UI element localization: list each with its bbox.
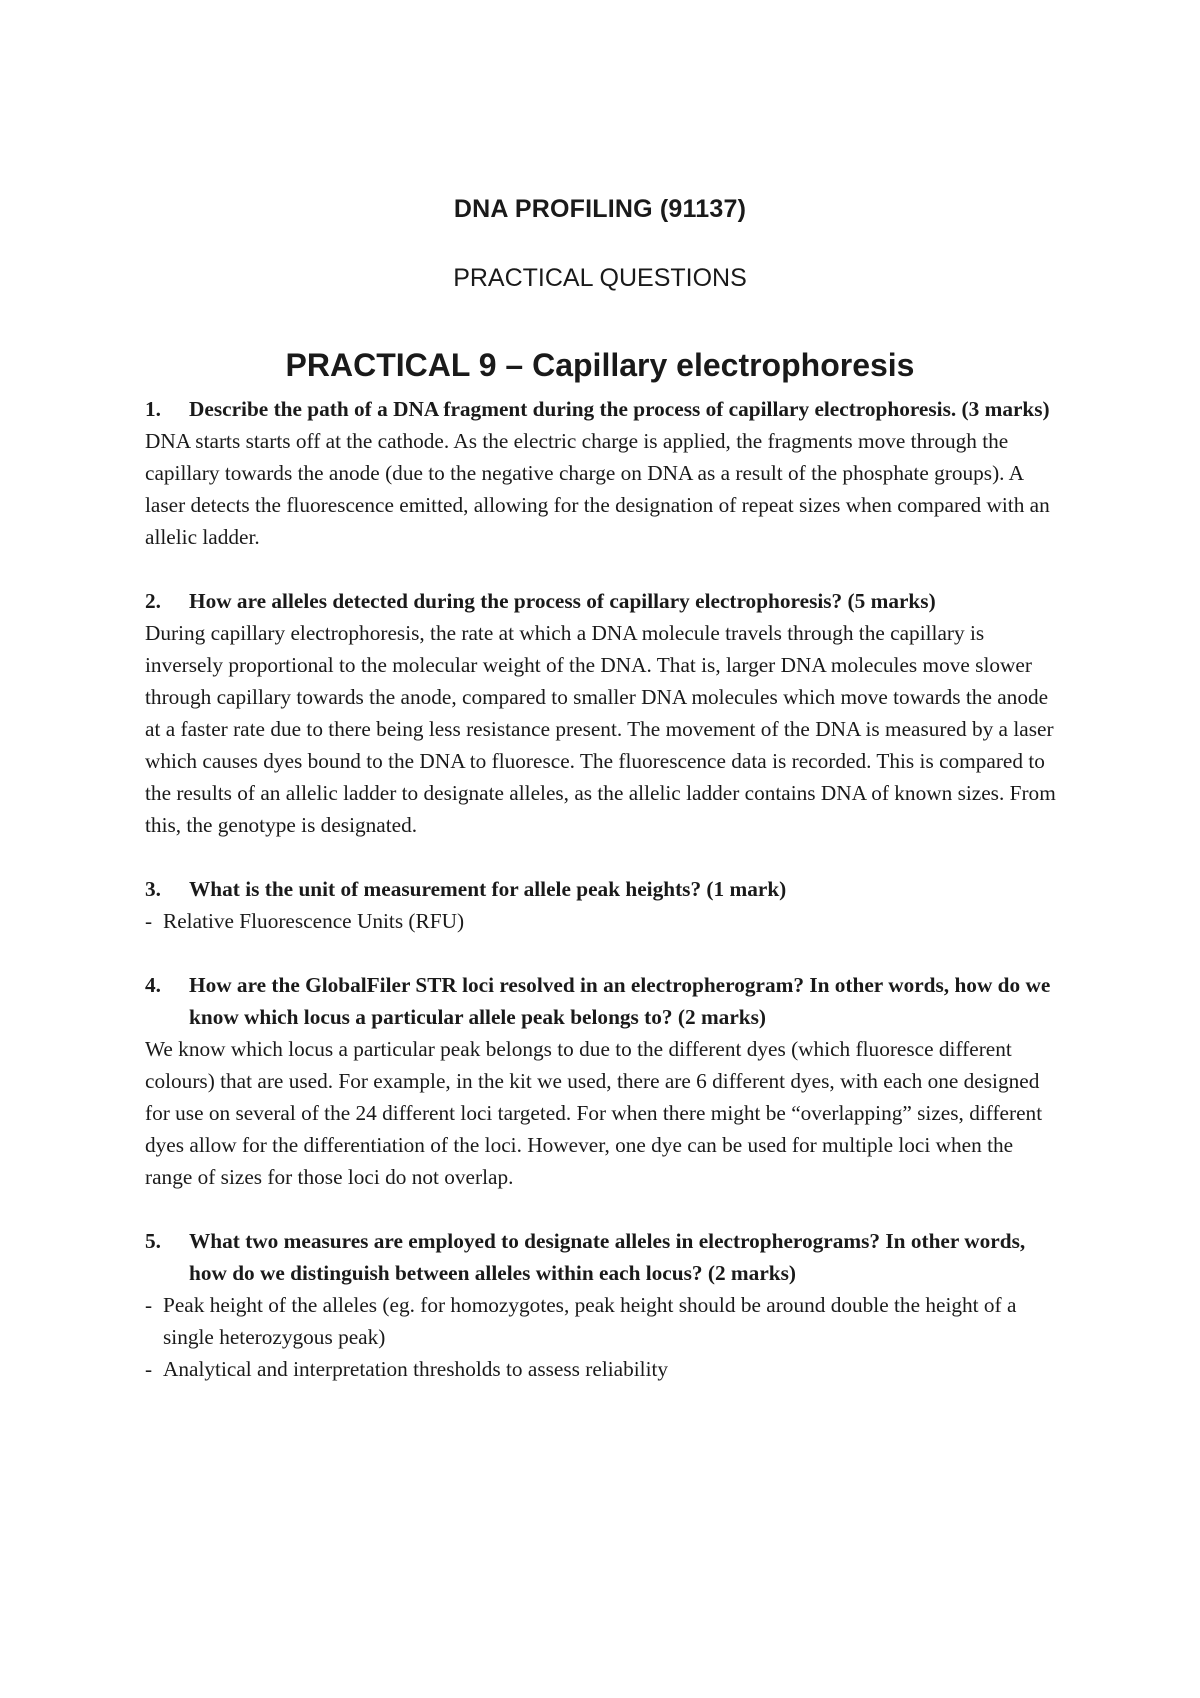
answer-5-bullet-2 [145, 1353, 1065, 1385]
bullet-dash: - [145, 1357, 153, 1381]
question-block-4 [145, 969, 1065, 1193]
answer-1: DNA starts starts off at the cathode. As the electric charge is applied, the fragments move through the capillary towards the anode (due to the negative charge on DNA as a result of the phosphate groups). A laser detects the fluorescence emitted, allowing for the designation of repeat sizes when compared with an allelic ladder. [145, 429, 1050, 549]
answer-5-bullet-1 [145, 1289, 1065, 1353]
bullet-text: Relative Fluorescence Units (RFU) [163, 909, 465, 933]
question-number: 2. [145, 589, 161, 613]
question-block-5 [145, 1225, 1065, 1385]
question-block-2 [145, 585, 1065, 841]
answer-3-bullet-1 [145, 905, 1065, 937]
questions-list [145, 393, 1065, 1385]
document-title: DNA PROFILING (91137) [453, 195, 747, 223]
question-3 [145, 873, 1065, 905]
practical-heading: PRACTICAL 9 – Capillary electrophoresis [285, 347, 915, 383]
bullet-dash: - [145, 1293, 153, 1317]
question-number: 1. [145, 397, 161, 421]
question-number: 3. [145, 877, 161, 901]
answer-4: We know which locus a particular peak belongs to due to the different dyes (which fluoresce different colours) that are used. For example, in the kit we used, there are 6 different dyes, with each one designed for use on several of the 24 different loci targeted. For when there might be “overlapping” sizes, different dyes allow for the differentiation of the loci. However, one dye can be used for multiple loci when the range of sizes for those loci do not overlap. [145, 1037, 1043, 1189]
question-5 [145, 1225, 1065, 1289]
question-text: What two measures are employed to designate alleles in electropherograms? In other words, how do we distinguish between alleles within each locus? (2 marks) [189, 1229, 1026, 1285]
bullet-text: Analytical and interpretation thresholds to assess reliability [163, 1357, 669, 1381]
question-text: How are alleles detected during the process of capillary electrophoresis? (5 marks) [189, 589, 936, 613]
question-text: How are the GlobalFiler STR loci resolved in an electropherogram? In other words, how do we know which locus a particular allele peak belongs to? (2 marks) [189, 973, 1051, 1029]
answer-2: During capillary electrophoresis, the rate at which a DNA molecule travels through the capillary is inversely proportional to the molecular weight of the DNA. That is, larger DNA molecules move slower through capillary towards the anode, compared to smaller DNA molecules which move towards the anode at a faster rate due to there being less resistance present. The movement of the DNA is measured by a laser which causes dyes bound to the DNA to fluoresce. The fluorescence data is recorded. This is compared to the results of an allelic ladder to designate alleles, as the allelic ladder contains DNA of known sizes. From this, the genotype is designated. [145, 621, 1056, 837]
question-4 [145, 969, 1065, 1033]
question-block-1 [145, 393, 1065, 553]
question-number: 4. [145, 973, 161, 997]
document-subtitle: PRACTICAL QUESTIONS [453, 264, 747, 292]
question-text: What is the unit of measurement for allele peak heights? (1 mark) [189, 877, 787, 901]
question-1 [145, 393, 1065, 425]
question-2 [145, 585, 1065, 617]
question-text: Describe the path of a DNA fragment during the process of capillary electrophoresis. (3 marks) [189, 397, 1050, 421]
question-number: 5. [145, 1229, 161, 1253]
bullet-text: Peak height of the alleles (eg. for homozygotes, peak height should be around double the height of a single heterozygous peak) [163, 1293, 1017, 1349]
question-block-3 [145, 873, 1065, 937]
bullet-dash: - [145, 909, 153, 933]
